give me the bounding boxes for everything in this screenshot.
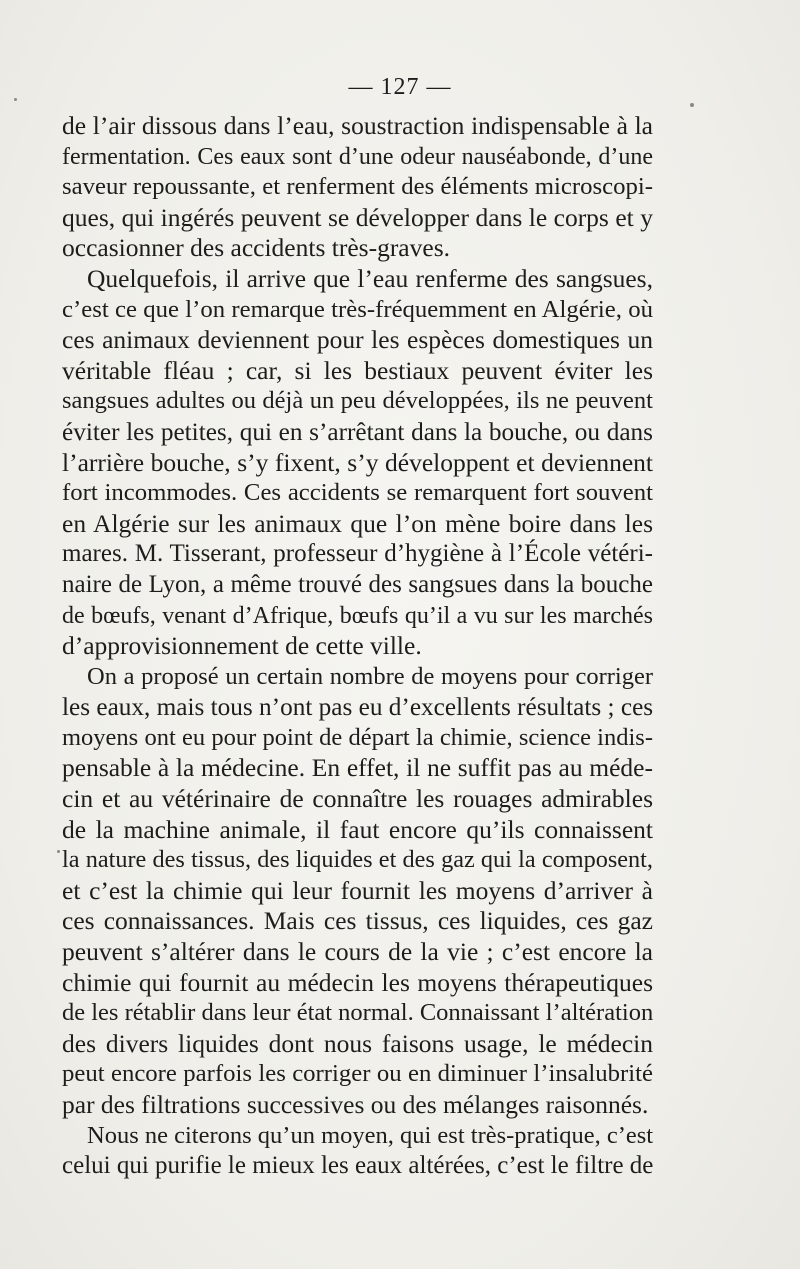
text-line: en Algérie sur les animaux que l’on mène boire dans les	[62, 508, 653, 538]
paragraph-start: On a proposé un certain nombre de moyens pour corriger	[87, 662, 653, 690]
text-line: ques, qui ingérés peuvent se développer dans le corps et y	[62, 202, 653, 232]
text-line: c’est ce que l’on remarque très-fréquemment en Algérie, où	[62, 295, 653, 323]
text-line: de bœufs, venant d’Afrique, bœufs qu’il a vu sur les marchés	[62, 602, 653, 629]
text-line: fermentation. Ces eaux sont d’une odeur nauséabonde, d’une	[62, 143, 653, 170]
text-line: mares. M. Tisserant, professeur d’hygiène à l’École vétéri-	[62, 540, 653, 568]
text-line: de les rétablir dans leur état normal. Connaissant l’altération	[62, 999, 654, 1027]
text-line: peut encore parfois les corriger ou en diminuer l’insalubrité	[62, 1060, 653, 1088]
text-line: de l’air dissous dans l’eau, soustraction indispensable à la	[62, 111, 653, 140]
text-line: saveur repoussante, et renferment des éléments microscopi-	[62, 173, 653, 201]
text-line: moyens ont eu pour point de départ la chimie, science indis-	[62, 723, 653, 751]
text-line: éviter les petites, qui en s’arrêtant dans la bouche, ou dans	[62, 417, 653, 446]
text-line: cin et au vétérinaire de connaître les rouages admirables	[62, 784, 653, 814]
text-line: véritable fléau ; car, si les bestiaux peuvent éviter les	[62, 355, 653, 385]
paragraph-start: Quelquefois, il arrive que l’eau renferme des sangsues,	[87, 263, 653, 293]
text-line: la nature des tissus, des liquides et des gaz qui la composent,	[62, 846, 653, 874]
text-line: et c’est la chimie qui leur fournit les moyens d’arriver à	[62, 875, 653, 905]
text-line: pensable à la médecine. En effet, il ne suffit pas au méde-	[62, 753, 653, 783]
text-line: l’arrière bouche, s’y fixent, s’y développent et deviennent	[62, 447, 653, 477]
text-line: ces animaux deviennent pour les espèces domestiques un	[62, 325, 653, 355]
body-text	[62, 111, 653, 1182]
text-line: peuvent s’altérer dans le cours de la vie ; c’est encore la	[62, 937, 653, 967]
text-line: des divers liquides dont nous faisons usage, le médecin	[62, 1028, 653, 1058]
paper-speck	[690, 103, 694, 107]
text-line: de la machine animale, il faut encore qu’ils connaissent	[62, 814, 653, 844]
text-line: les eaux, mais tous n’ont pas eu d’excellents résultats ; ces	[62, 693, 654, 722]
text-line: naire de Lyon, a même trouvé des sangsues dans la bouche	[62, 570, 653, 598]
paper-speck	[57, 850, 60, 853]
text-line: ces connaissances. Mais ces tissus, ces liquides, ces gaz	[62, 906, 653, 936]
text-line: fort incommodes. Ces accidents se remarquent fort souvent	[62, 479, 653, 507]
text-line: d’approvisionnement de cette ville.	[62, 631, 422, 661]
text-line: occasionner des accidents très-graves.	[62, 233, 450, 263]
page-number: — 127 —	[348, 74, 452, 100]
text-line: par des filtrations successives ou des mélanges raisonnés.	[62, 1090, 649, 1119]
text-line: sangsues adultes ou déjà un peu développées, ils ne peuvent	[62, 387, 653, 415]
text-line: chimie qui fournit au médecin les moyens thérapeutiques	[62, 967, 653, 997]
text-line: celui qui purifie le mieux les eaux altérées, c’est le filtre de	[62, 1152, 654, 1180]
paragraph-start: Nous ne citerons qu’un moyen, qui est très-pratique, c’est	[87, 1121, 654, 1149]
